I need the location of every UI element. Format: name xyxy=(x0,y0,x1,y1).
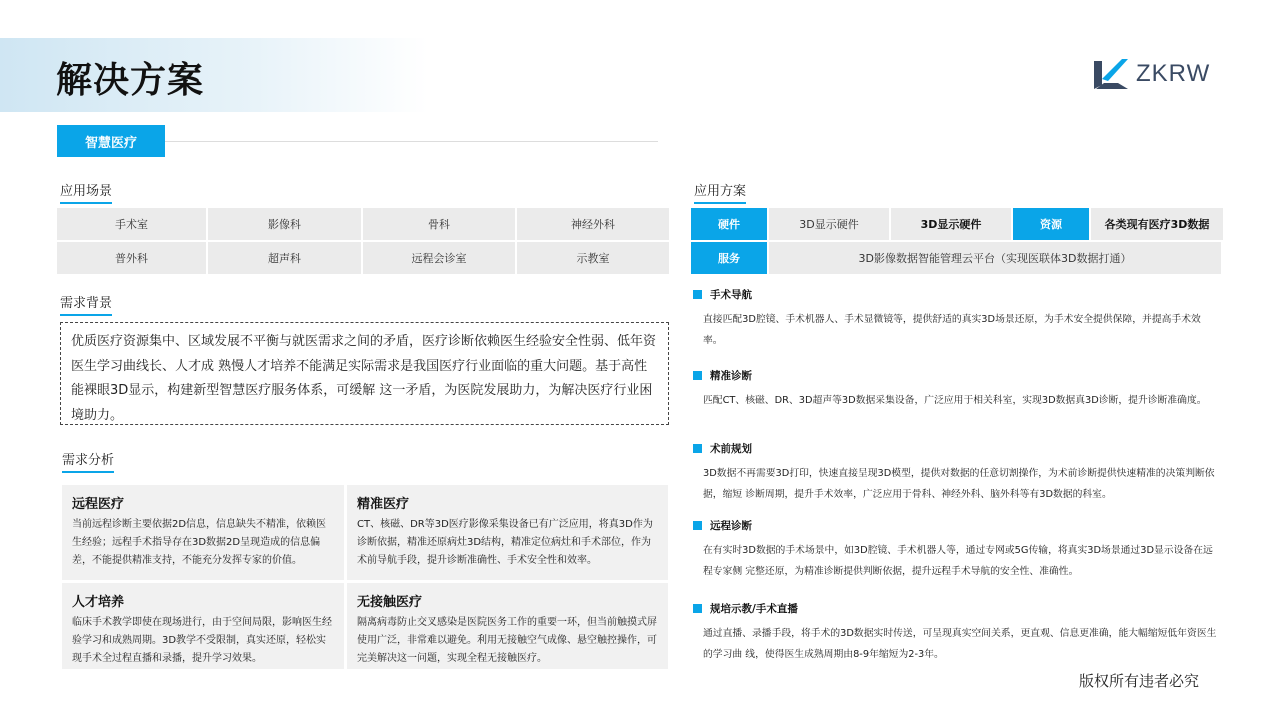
solution-item-teaching xyxy=(693,601,1218,665)
solution-cell-label: 硬件 xyxy=(691,208,767,240)
analysis-card-title: 远程医疗 xyxy=(72,497,125,512)
analysis-card-text: 当前远程诊断主要依据2D信息，信息缺失不精准，依赖医生经验；远程手术指导存在3D数据2D呈现造成的信息偏 差，不能提供精准支持，不能充分发挥专家的价值。 xyxy=(72,519,327,566)
solution-item-remote xyxy=(693,518,1218,582)
logo xyxy=(1092,56,1222,92)
scenario-grid xyxy=(57,208,669,274)
scenario-cell: 手术室 xyxy=(57,208,206,240)
logo-text: ZKRW xyxy=(1136,60,1211,87)
solution-cell: 3D显示硬件 xyxy=(769,208,889,240)
page-title: 解决方案 xyxy=(56,60,205,101)
solution-item-text: 3D数据不再需要3D打印，快速直接呈现3D模型，提供对数据的任意切割操作，为术前诊断提供快速精准的决策判断依据，缩短 诊断周期，提升手术效率，广泛应用于骨科、神经外科、脑外科等有3D数据的科室。 xyxy=(703,468,1215,500)
background-text: 优质医疗资源集中、区域发展不平衡与就医需求之间的矛盾，医疗诊断依赖医生经验安全性弱、低年资医生学习曲线长、人才成 熟慢人才培养不能满足实际需求是我国医疗行业面临的重大问题。基于高性能裸眼3D显示，构建新型智慧医疗服务体系，可缓解 这一矛盾，为医院发展助力，为解决医疗行业困境助力。 xyxy=(60,322,669,425)
analysis-card-talent xyxy=(62,583,344,669)
bullet-square-icon xyxy=(693,371,702,380)
analysis-card-remote xyxy=(62,485,344,580)
analysis-card-title: 人才培养 xyxy=(72,595,125,610)
analysis-card-title: 无接触医疗 xyxy=(357,595,423,610)
solution-item-text: 直接匹配3D腔镜、手术机器人、手术显微镜等，提供舒适的真实3D场景还原，为手术安全提供保障，并提高手术效率。 xyxy=(703,314,1201,346)
bullet-square-icon xyxy=(693,290,702,299)
solution-item-text: 在有实时3D数据的手术场景中，如3D腔镜、手术机器人等，通过专网或5G传输，将真实3D场景通过3D显示设备在远程专家侧 完整还原，为精准诊断提供判断依据，提升远程手术导航的安全性、准确性。 xyxy=(703,545,1213,577)
scenario-cell: 骨科 xyxy=(363,208,515,240)
solution-cell-label: 资源 xyxy=(1013,208,1089,240)
scenario-cell: 示教室 xyxy=(517,242,669,274)
analysis-card-text: CT、核磁、DR等3D医疗影像采集设备已有广泛应用，将真3D作为诊断依据，精准还原病灶3D结构，精准定位病灶和手术部位，作为术前导航手段，提升诊断准确性、手术安全性和效率。 xyxy=(357,519,653,566)
solution-item-title: 精准诊断 xyxy=(710,370,752,382)
scenario-cell: 远程会诊室 xyxy=(363,242,515,274)
analysis-card-text: 临床手术教学即使在现场进行，由于空间局限，影响医生经验学习和成熟周期。3D教学不受限制，真实还原，轻松实现手术全过程直播和录播，提升学习效果。 xyxy=(72,617,332,664)
analysis-card-title: 精准医疗 xyxy=(357,497,410,512)
solution-cell: 各类现有医疗3D数据 xyxy=(1091,208,1223,240)
solution-row-service xyxy=(691,242,1221,274)
analysis-card-text: 隔离病毒防止交叉感染是医院医务工作的重要一环，但当前触摸式屏使用广泛，非常难以避免。利用无接触空气成像、悬空触控操作，可完美解决这一问题，实现全程无接触医疗。 xyxy=(357,617,657,664)
solution-cell: 3D显示硬件 xyxy=(891,208,1011,240)
analysis-card-contactless xyxy=(347,583,668,669)
bullet-square-icon xyxy=(693,444,702,453)
solution-item-planning xyxy=(693,441,1218,505)
background-heading: 需求背景 xyxy=(60,292,112,316)
solution-item-title: 术前规划 xyxy=(710,443,752,455)
solution-item-title: 远程诊断 xyxy=(710,520,752,532)
solution-cell: 3D影像数据智能管理云平台（实现医联体3D数据打通） xyxy=(769,242,1221,274)
bullet-square-icon xyxy=(693,521,702,530)
scenario-cell: 普外科 xyxy=(57,242,206,274)
bullet-square-icon xyxy=(693,604,702,613)
solution-item-diagnosis xyxy=(693,368,1218,411)
analysis-heading: 需求分析 xyxy=(62,449,114,473)
logo-mark-icon xyxy=(1092,57,1132,91)
solution-item-title: 手术导航 xyxy=(710,289,752,301)
analysis-card-precision xyxy=(347,485,668,580)
solution-item-text: 匹配CT、核磁、DR、3D超声等3D数据采集设备，广泛应用于相关科室，实现3D数据真3D诊断，提升诊断准确度。 xyxy=(703,395,1207,406)
solution-item-navigation xyxy=(693,287,1218,351)
solution-cell-label: 服务 xyxy=(691,242,767,274)
solution-item-title: 规培示教/手术直播 xyxy=(710,603,798,615)
scenario-heading: 应用场景 xyxy=(60,180,112,204)
solution-item-text: 通过直播、录播手段，将手术的3D数据实时传送，可呈现真实空间关系，更直观、信息更准确，能大幅缩短低年资医生的学习曲 线，使得医生成熟周期由8-9年缩短为2-3年。 xyxy=(703,628,1217,660)
scenario-cell: 超声科 xyxy=(208,242,361,274)
copyright-text: 版权所有违者必究 xyxy=(1079,672,1200,690)
tag-divider xyxy=(165,141,658,142)
category-tag: 智慧医疗 xyxy=(57,125,165,157)
scenario-cell: 影像科 xyxy=(208,208,361,240)
solution-row-hardware xyxy=(691,208,1223,240)
solution-heading: 应用方案 xyxy=(694,180,746,204)
scenario-cell: 神经外科 xyxy=(517,208,669,240)
